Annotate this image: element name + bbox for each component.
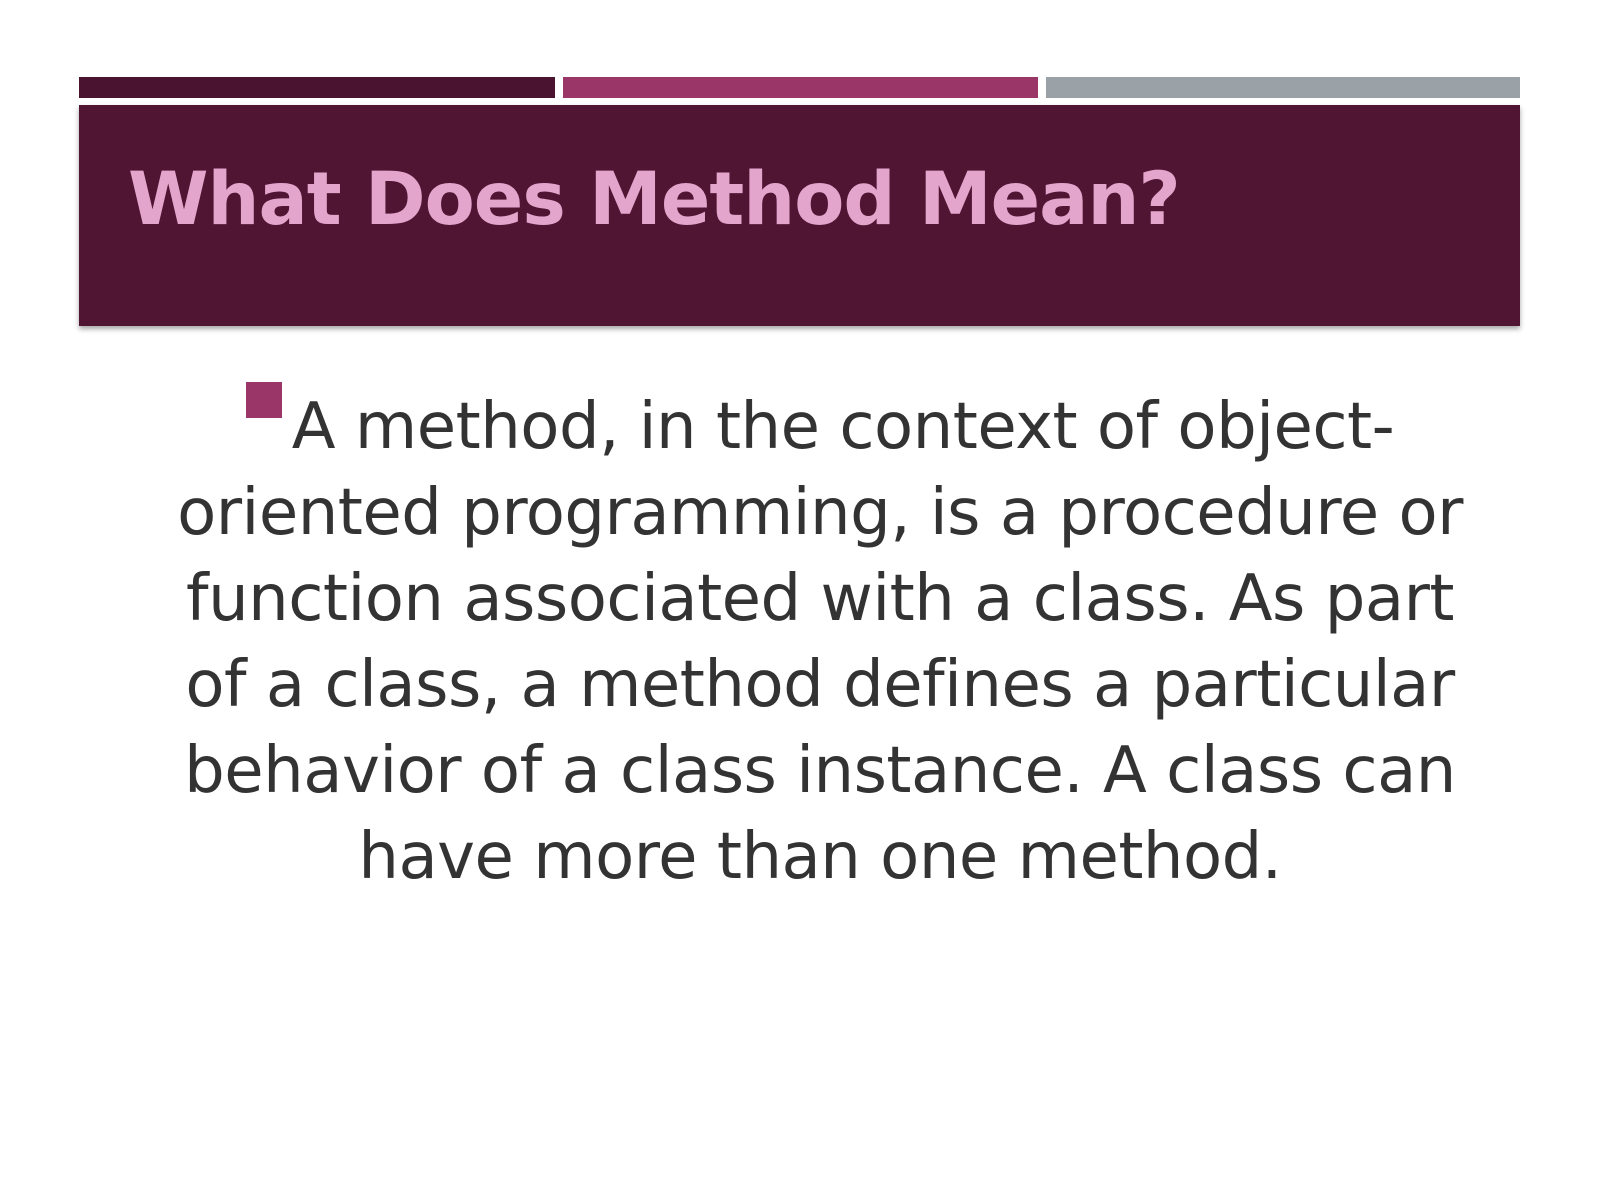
square-bullet-icon (246, 382, 282, 418)
accent-stripe-gray (1046, 77, 1520, 98)
title-banner (79, 105, 1520, 326)
slide-title: What Does Method Mean? (128, 157, 1180, 242)
bullet-item (170, 382, 1470, 900)
accent-stripe-magenta (563, 77, 1038, 98)
accent-stripe-dark (79, 77, 555, 98)
content-area (170, 382, 1470, 900)
bullet-item-text: A method, in the context of object-oriented programming, is a procedure or function associated with a class. As part of a class, a method defines a particular behavior of a class instance. A class can have more than one method. (177, 390, 1463, 894)
